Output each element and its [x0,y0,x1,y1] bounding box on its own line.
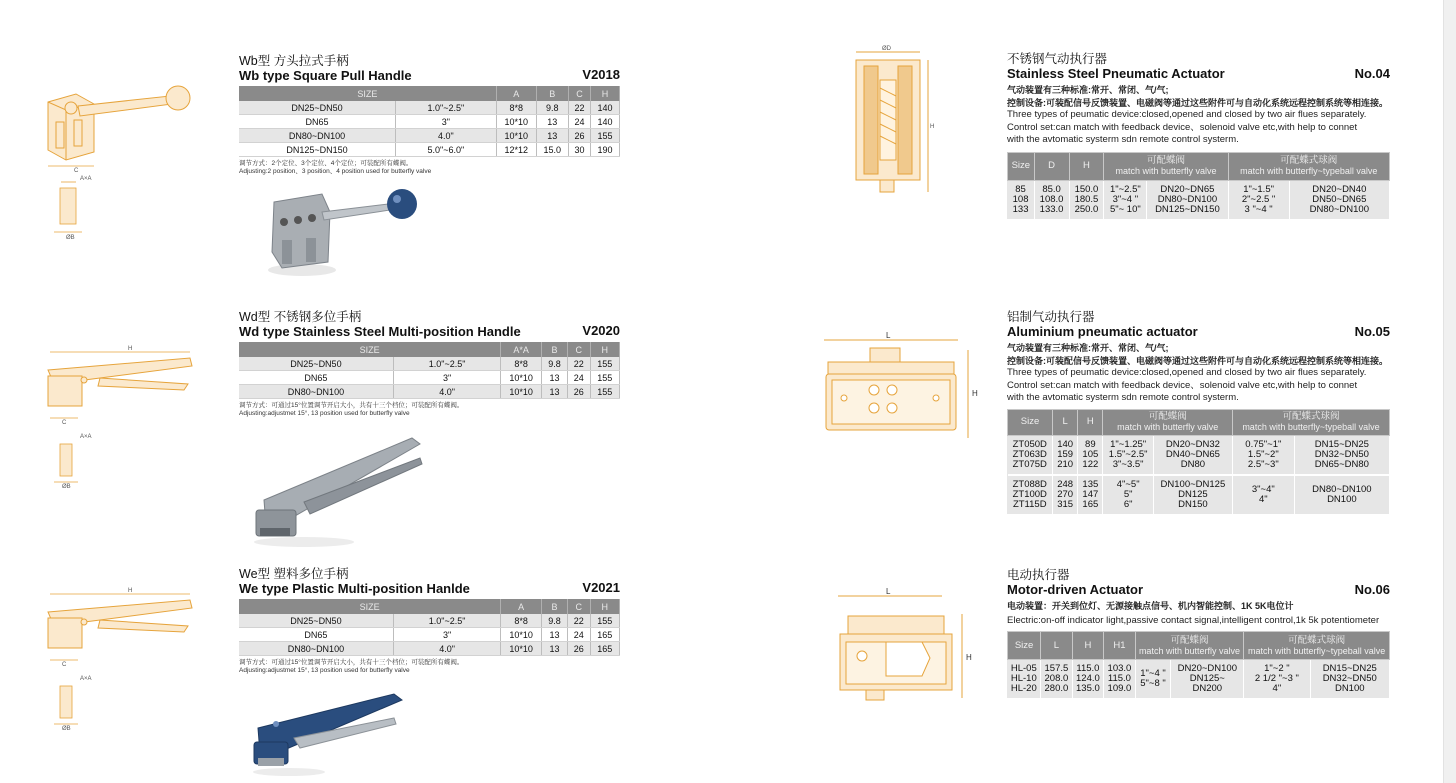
wb-cn-title: Wb型 方头拉式手柄 [239,54,349,68]
cell: 1"~2 " 2 1/2 "~3 " 4" [1244,660,1310,699]
we-dim-axa: A×A [80,676,92,682]
cell: 13 [541,628,567,642]
cell: 155 [590,385,619,399]
cell: 9.8 [536,101,568,115]
cell: 30 [568,143,590,157]
cell: HL-05 HL-10 HL-20 [1008,660,1041,699]
cell: 15.0 [536,143,568,157]
wb-product-photo [262,182,442,287]
cell: 155 [591,129,620,143]
table-row [239,357,620,371]
wd-spec-table [239,342,620,399]
no04-en-title: Stainless Steel Pneumatic Actuator [1007,66,1225,81]
cell: DN65 [239,115,395,129]
cell: DN20~DN32 DN40~DN65 DN80 [1153,435,1232,475]
wd-header-size: SIZE [239,342,501,357]
no05-header-bv-cn: 可配蝶阀 [1148,411,1187,422]
cell: 103.0 115.0 109.0 [1104,660,1136,699]
cell: DN20~DN40 DN50~DN65 DN80~DN100 [1289,180,1389,219]
cell: DN65 [239,628,393,642]
wb-spec-table [239,86,620,157]
cell: 13 [536,115,568,129]
cell: 165 [590,642,619,656]
cell: DN80~DN100 [239,129,395,143]
no05-desc-cn-1: 气动装置有三种标准:常开、常闭、气/气; [1007,343,1169,353]
cell: 1.0"~2.5" [395,101,496,115]
cell: 0.75"~1" 1.5"~2" 2.5"~3" [1232,435,1294,475]
page-edge [1443,0,1456,783]
we-dim-h: H [128,588,133,594]
cell: 13 [541,642,567,656]
cell: 248 270 315 [1053,475,1078,514]
cell: 3" [393,371,500,385]
cell: 85 108 133 [1008,180,1035,219]
no04-header-bb-cn: 可配蝶式球阀 [1280,155,1338,166]
no04-header-size: Size [1008,152,1035,180]
cell: DN80~DN100 DN100 [1294,475,1389,514]
table-row [1008,180,1390,219]
cell: 157.5 208.0 280.0 [1041,660,1073,699]
we-dim-c: C [62,662,67,668]
no06-dim-h: H [966,653,972,662]
no04-header-bb-en: match with butterfly~typeball valve [1240,166,1378,176]
cell: DN15~DN25 DN32~DN50 DN100 [1310,660,1390,699]
we-spec-table [239,599,620,656]
cell: 24 [567,371,590,385]
table-row [239,385,620,399]
cell: 115.0 124.0 135.0 [1072,660,1104,699]
wb-header-c: C [568,86,590,101]
no06-desc-cn: 电动装置：开关到位灯、无源接触点信号、机内智能控制、1K 5K电位计 [1007,601,1294,611]
no05-product-code: No.05 [1354,324,1390,339]
wb-header-a: A [496,86,536,101]
no04-cn-title: 不锈钢气动执行器 [1007,52,1108,66]
wd-header-b: B [541,342,567,357]
cell: 4.0" [393,642,500,656]
no06-header-size: Size [1008,632,1041,660]
wd-header-h: H [590,342,619,357]
cell: 22 [567,614,590,628]
cell: 4.0" [393,385,500,399]
no04-dim-h: H [930,124,935,130]
wd-header-c: C [567,342,590,357]
we-line-drawing [40,582,210,737]
wb-dim-c: C [74,168,79,174]
no04-section [1007,52,1390,219]
no06-section [1007,568,1390,698]
table-row [1008,435,1390,475]
no06-header-h: H [1072,632,1104,660]
wd-note-cn: 调节方式：可通过15°位置调节开启大小，共有十三个档位；可装配所有蝶阀。 [239,402,464,409]
no05-line-drawing [812,328,982,453]
no05-dim-l: L [886,331,891,340]
we-note-en: Adjusting:adjustmet 15°, 13 position used for butterfly valve [239,667,410,674]
no04-desc-en-3: with the avtomatic systerm sdn remote control systerm. [1007,134,1239,145]
cell: 1.0"~2.5" [393,357,500,371]
cell: 4"~5" 5" 6" [1103,475,1153,514]
cell: 140 159 210 [1053,435,1078,475]
cell: ZT050D ZT063D ZT075D [1008,435,1053,475]
cell: 165 [590,628,619,642]
no04-product-code: No.04 [1354,66,1390,81]
cell: DN25~DN50 [239,614,393,628]
wb-note-en: Adjusting:2 position、3 position、4 position used for butterfly valve [239,168,432,175]
no04-dim-d: ØD [882,46,891,52]
no06-product-code: No.06 [1354,582,1390,597]
cell: 3" [393,628,500,642]
wd-section [239,310,620,418]
cell: 26 [567,385,590,399]
no05-section [1007,310,1390,514]
no04-header-d: D [1034,152,1069,180]
table-row [239,642,620,656]
cell: 8*8 [496,101,536,115]
cell: DN25~DN50 [239,357,393,371]
no04-spec-table [1007,152,1390,219]
table-row [239,614,620,628]
we-header-b: B [541,599,567,614]
wb-note-cn: 调节方式：2个定位、3个定位、4个定位；可装配所有蝶阀。 [239,160,413,167]
cell: 22 [568,101,590,115]
table-row [1008,660,1390,699]
no04-header-bv-cn: 可配蝶阀 [1146,155,1185,166]
wb-header-b: B [536,86,568,101]
wb-section [239,54,620,176]
no04-desc-cn-2: 控制设备:可装配信号反馈装置、电磁阀等通过这些附件可与自动化系统远程控制系统等相连接。 [1007,97,1388,108]
cell: 13 [541,371,567,385]
cell: 10*10 [496,129,536,143]
cell: DN100~DN125 DN125 DN150 [1153,475,1232,514]
no05-spec-table [1007,409,1390,514]
no05-desc-en-3: with the avtomatic systerm sdn remote control systerm. [1007,392,1239,403]
cell: 10*10 [496,115,536,129]
wd-cn-title: Wd型 不锈钢多位手柄 [239,310,362,324]
cell: 1"~2.5" 3"~4 " 5"~ 10" [1104,180,1147,219]
cell: 155 [590,357,619,371]
cell: 24 [567,628,590,642]
table-row [239,115,620,129]
no05-header-size: Size [1008,409,1053,435]
wd-product-code: V2020 [582,323,620,338]
we-product-photo [244,688,414,783]
no04-desc-en-2: Control set:can match with feedback device、solenoid valve etc,with help to connet [1007,121,1358,133]
we-section [239,567,620,675]
cell: 1"~4 " 5"~8 " [1135,660,1171,699]
cell: 4.0" [395,129,496,143]
cell: 10*10 [501,628,542,642]
no05-header-l: L [1053,409,1078,435]
we-header-c: C [567,599,590,614]
no05-desc-en-2: Control set:can match with feedback device、solenoid valve etc,with help to connet [1007,379,1358,391]
cell: 150.0 180.5 250.0 [1069,180,1104,219]
cell: 135 147 165 [1078,475,1103,514]
cell: DN65 [239,371,393,385]
no06-header-h1: H1 [1104,632,1136,660]
we-en-title: We type Plastic Multi-position Hanlde [239,581,470,596]
cell: 8*8 [501,614,542,628]
wd-product-photo [244,430,444,555]
cell: 8*8 [501,357,542,371]
wd-dim-h: H [128,346,133,352]
cell: 13 [536,129,568,143]
wd-note-en: Adjusting:adjustmet 15°, 13 position used for butterfly valve [239,410,410,417]
cell: DN125~DN150 [239,143,395,157]
no04-desc-cn-1: 气动装置有三种标准:常开、常闭、气/气; [1007,85,1169,95]
wb-product-code: V2018 [582,67,620,82]
no04-header-bv-en: match with butterfly valve [1115,166,1217,176]
table-row [239,129,620,143]
wb-en-title: Wb type Square Pull Handle [239,68,412,83]
cell: 26 [568,129,590,143]
cell: 9.8 [541,614,567,628]
wd-en-title: Wd type Stainless Steel Multi-position Handle [239,324,521,339]
cell: 3" [395,115,496,129]
table-row [239,628,620,642]
wd-dim-b: ØB [62,484,71,490]
cell: 24 [568,115,590,129]
cell: 190 [591,143,620,157]
we-header-a: A [501,599,542,614]
wd-line-drawing [40,340,210,495]
cell: 155 [590,614,619,628]
we-product-code: V2021 [582,580,620,595]
no05-cn-title: 铝制气动执行器 [1007,310,1095,324]
no04-desc-en-1: Three types of peumatic device:closed,opened and closed by two air flues separately. [1007,109,1367,120]
cell: 1"~1.5" 2"~2.5 " 3 "~4 " [1228,180,1289,219]
cell: 26 [567,642,590,656]
wd-dim-c: C [62,420,67,426]
no06-line-drawing [826,586,976,716]
cell: DN20~DN100 DN125~ DN200 [1171,660,1244,699]
cell: 10*10 [501,371,542,385]
cell: DN15~DN25 DN32~DN50 DN65~DN80 [1294,435,1389,475]
we-note-cn: 调节方式：可通过15°位置调节开启大小，共有十三个档位；可装配所有蝶阀。 [239,659,464,666]
no06-header-bv-en: match with butterfly valve [1138,645,1240,656]
no06-en-title: Motor-driven Actuator [1007,582,1144,597]
cell: 22 [567,357,590,371]
cell: 10*10 [501,642,542,656]
wb-line-drawing [38,82,198,247]
cell: 10*10 [501,385,542,399]
cell: 89 105 122 [1078,435,1103,475]
no06-header-l: L [1041,632,1073,660]
cell: 85.0 108.0 133.0 [1034,180,1069,219]
no04-header-h: H [1069,152,1104,180]
no06-spec-table [1007,631,1390,698]
cell: 12*12 [496,143,536,157]
cell: 140 [591,115,620,129]
no06-header-bb-cn: 可配蝶式球阀 [1288,634,1346,646]
no05-header-bb-cn: 可配蝶式球阀 [1282,411,1340,422]
we-header-h: H [590,599,619,614]
no06-header-bb-en: match with butterfly~typeball valve [1247,645,1386,656]
cell: 140 [591,101,620,115]
wb-dim-b: ØB [66,235,75,241]
cell: DN80~DN100 [239,385,393,399]
cell: 13 [541,385,567,399]
cell: 155 [590,371,619,385]
no06-dim-l: L [886,587,891,596]
cell: 3"~4" 4" [1232,475,1294,514]
no05-dim-h: H [972,389,978,398]
no05-header-bb-en: match with butterfly~typeball valve [1242,422,1380,432]
cell: 5.0"~6.0" [395,143,496,157]
no06-header-bv-cn: 可配蝶阀 [1170,634,1209,646]
table-row [239,143,620,157]
cell: 1"~1.25" 1.5"~2.5" 3"~3.5" [1103,435,1153,475]
no05-en-title: Aluminium pneumatic actuator [1007,324,1198,339]
cell: DN80~DN100 [239,642,393,656]
no05-header-h: H [1078,409,1103,435]
we-header-size: SIZE [239,599,501,614]
table-row [239,371,620,385]
cell: DN20~DN65 DN80~DN100 DN125~DN150 [1147,180,1228,219]
no04-line-drawing [846,44,956,209]
table-row [1008,475,1390,514]
cell: DN25~DN50 [239,101,395,115]
no06-cn-title: 电动执行器 [1007,568,1070,582]
no05-header-bv-en: match with butterfly valve [1117,422,1219,432]
table-row [239,101,620,115]
we-cn-title: We型 塑料多位手柄 [239,567,349,581]
cell: 1.0"~2.5" [393,614,500,628]
no05-desc-cn-2: 控制设备:可装配信号反馈装置、电磁阀等通过这些附件可与自动化系统远程控制系统等相连接。 [1007,355,1388,366]
no06-desc-en: Electric:on-off indicator light,passive contact signal,intelligent control,1k 5k potentiometer [1007,614,1380,626]
cell: 9.8 [541,357,567,371]
cell: ZT088D ZT100D ZT115D [1008,475,1053,514]
wb-header-size: SIZE [239,86,496,101]
no05-desc-en-1: Three types of peumatic device:closed,opened and closed by two air flues separately. [1007,367,1367,378]
wd-header-axa: A*A [501,342,542,357]
wb-header-h: H [591,86,620,101]
we-dim-b: ØB [62,726,71,732]
wd-dim-axa: A×A [80,434,92,440]
wb-dim-axa: A×A [80,176,92,182]
